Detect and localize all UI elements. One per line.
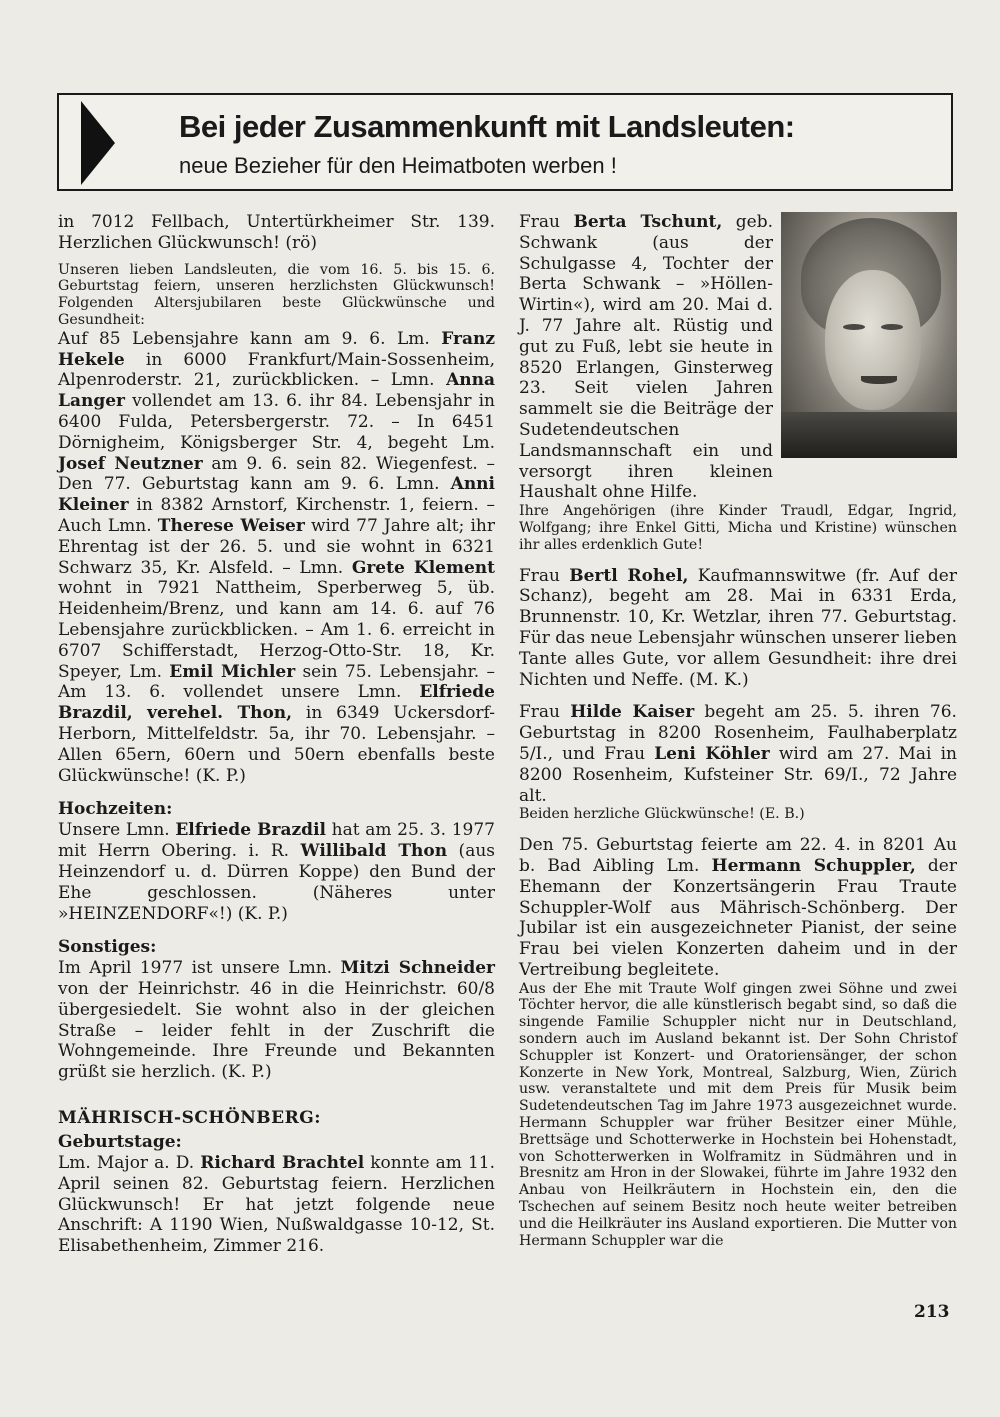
location-heading: MÄHRISCH-SCHÖNBERG: [58, 1108, 322, 1129]
text-run: hat am 25. 3. 1977 mit Herrn Obering. i. R. [58, 820, 495, 862]
bold-name: Emil Michler [169, 661, 296, 682]
sonstiges-heading: Sonstiges: [58, 937, 157, 958]
bold-name: Hilde Kaiser [570, 702, 695, 723]
left-column [58, 212, 495, 1257]
text-run: konnte am 11. April seinen 82. Geburtstag feiern. Herzlichen Glückwunsch! Er hat jetzt folgende neue Anschrift: A 1190 Wien, Nußwaldgasse 10-12, St. Elisabethenheim, Zimmer 216. [58, 1153, 495, 1257]
bold-name: Willibald Thon [300, 841, 448, 862]
text-run: Unsere Lmn. [58, 820, 176, 841]
bold-name: Josef Neutzner [58, 453, 203, 474]
text-run: wird am 27. Mai in 8200 Rosenheim, Kufsteiner Str. 69/I., 72 Jahre alt. [519, 743, 957, 806]
bold-name: Therese Weiser [157, 515, 305, 536]
text-run: sein 75. Lebensjahr. – Am 13. 6. vollendet unsere Lmn. [58, 661, 495, 703]
schuppler-paragraph [519, 835, 957, 981]
bold-name: Anna Langer [58, 370, 495, 412]
text-run: von der Heinrichstr. 46 in die Heinrichstr. 60/8 übergesiedelt. Sie wohnt also in der gleichen Straße – leider fehlt in der Zuschrift die Wohngemeinde. Ihre Freunde und Bekannten grüßt sie herzlich. (K. P.) [58, 979, 495, 1083]
bold-name: Elfriede Brazdil, verehel. Thon, [58, 682, 495, 724]
sonstiges-paragraph [58, 958, 495, 1083]
text-run: der Ehemann der Konzertsängerin Frau Traute Schuppler-Wolf aus Mährisch-Schönberg. Der Jubilar ist ein ausgezeichneter Pianist, der seine Frau bei vielen Konzerten daheim und in der Vertreibung begleitete. [519, 855, 957, 980]
text-run: Im April 1977 ist unsere Lmn. [58, 958, 341, 979]
portrait-face [825, 270, 921, 410]
text-run: (aus Heinzendorf u. d. Dürren Koppe) den Bund der Ehe geschlossen. (Näheres unter »HEINZENDORF«!) (K. P.) [58, 841, 495, 924]
text-run: Auf 85 Lebensjahre kann am 9. 6. Lm. [58, 328, 442, 349]
hochzeiten-paragraph [58, 820, 495, 924]
right-column [519, 212, 957, 1249]
text-run: in 6349 Uckersdorf-Herborn, Mittelfeldstr. 5a, ihr 70. Lebensjahr. – Allen 65ern, 60ern und 50ern ebenfalls beste Glückwünsche! (K. P.) [58, 703, 495, 786]
text-run: wohnt in 7921 Nattheim, Sperberweg 5, üb. Heidenheim/Brenz, und kann am 14. 6. auf 76 Lebensjahre zurückblicken. – Am 1. 6. erreicht in 6707 Schifferstadt, Herzog-Otto-Str. 18, Kr. Speyer, Lm. [58, 578, 495, 682]
banner-subline: neue Bezieher für den Heimatboten werben ! [179, 153, 617, 178]
intro-paragraph: in 7012 Fellbach, Untertürkheimer Str. 139. Herzlichen Glückwunsch! (rö) [58, 212, 495, 253]
bold-name: Elfriede Brazdil [175, 820, 326, 841]
text-run: Kaufmannswitwe (fr. Auf der Schanz), begeht am 28. Mai in 6331 Erda, Brunnenstr. 10, Kr. Wetzlar, ihren 77. Geburtstag. Für das neue Lebensjahr wünschen unserer lieben Tante alles Gute, vor allem Gesundheit: ihre drei Nichten und Neffe. (M. K.) [519, 565, 957, 690]
geburtstage-heading: Geburtstage: [58, 1132, 182, 1153]
rohel-paragraph [519, 566, 957, 691]
bold-name: Bertl Rohel, [569, 565, 689, 586]
subscription-banner [57, 93, 953, 191]
bold-name: Grete Klement [351, 557, 495, 578]
arrow-icon [81, 101, 115, 185]
kaiser-paragraph [519, 702, 957, 806]
bold-name: Berta Tschunt, [573, 212, 723, 232]
tschunt-note: Ihre Angehörigen (ihre Kinder Traudl, Edgar, Ingrid, Wolfgang; ihre Enkel Gitti, Micha und Kristine) wünschen ihr alles erdenklich Gute! [519, 503, 957, 553]
text-run: in 6000 Frankfurt/Main-Sossenheim, Alpenroderstr. 21, zurückblicken. – Lmn. [58, 349, 495, 391]
portrait-image [781, 212, 957, 458]
notice-paragraph: Unseren lieben Landsleuten, die vom 16. 5. bis 15. 6. Geburtstag feiern, unseren herzlichsten Glückwunsch! Folgenden Altersjubilaren beste Glückwünsche und Gesundheit: [58, 261, 495, 328]
text-run: geb. Schwank (aus der Schulgasse 4, Tochter der Berta Schwank – »Höllen-Wirtin«), wird am 20. Mai d. J. 77 Jahre alt. Rüstig und gut zu Fuß, lebt sie heute in 8520 Erlangen, Ginsterweg 23. Seit vielen Jahren sammelt sie die Beiträge der Sudetendeutschen Landsmannschaft ein und versorgt ihren kleinen Haushalt ohne Hilfe. [519, 212, 773, 503]
bold-name: Franz Hekele [58, 328, 495, 370]
bold-name: Anni Kleiner [58, 474, 495, 516]
hochzeiten-heading: Hochzeiten: [58, 799, 173, 820]
text-run: am 9. 6. sein 82. Wiegenfest. – Den 77. Geburtstag kann am 9. 6. Lmn. [58, 453, 495, 495]
text-run: Frau [519, 565, 570, 586]
bold-name: Hermann Schuppler, [711, 855, 916, 876]
text-run: Frau [519, 702, 571, 723]
portrait-collar [781, 412, 957, 458]
banner-headline: Bei jeder Zusammenkunft mit Landsleuten: [179, 109, 795, 144]
bold-name: Leni Köhler [654, 743, 770, 764]
kaiser-note: Beiden herzliche Glückwünsche! (E. B.) [519, 806, 805, 823]
birthdays-paragraph [58, 329, 495, 787]
portrait-eye [843, 324, 865, 330]
text-run: Frau [519, 212, 574, 232]
bold-name: Mitzi Schneider [340, 958, 495, 979]
portrait-mouth [861, 376, 897, 384]
bold-name: Richard Brachtel [200, 1153, 365, 1174]
text-run: begeht am 25. 5. ihren 76. Geburtstag in 8200 Rosenheim, Faulhaberplatz 5/I., und Frau [519, 702, 957, 764]
text-run: Lm. Major a. D. [58, 1153, 201, 1174]
text-run: wird 77 Jahre alt; ihr Ehrentag ist der 26. 5. und sie wohnt in 6321 Schwarz 35, Kr. Alsfeld. – Lmn. [58, 515, 495, 578]
text-run: vollendet am 13. 6. ihr 84. Lebensjahr in 6400 Fulda, Petersbergerstr. 72. – In 6451 Dörnigheim, Königsberger Str. 4, begeht Lm. [58, 391, 495, 453]
portrait-eye [881, 324, 903, 330]
portrait-photo [781, 212, 957, 458]
page-number: 213 [914, 1302, 950, 1322]
text-run: Den 75. Geburtstag feierte am 22. 4. in 8201 Au b. Bad Aibling Lm. [519, 835, 957, 876]
schuppler-note: Aus der Ehe mit Traute Wolf gingen zwei Söhne und zwei Töchter hervor, die alle künstlerisch begabt sind, so daß die singende Familie Schuppler nicht nur in Deutschland, sondern auch im Ausland bekannt ist. Der Sohn Christof Schuppler ist Konzert- und Oratoriensänger, der schon Konzerte in New York, Montreal, Salzburg, Wien, Zürich usw. veranstaltete und mit dem Preis für Musik beim Sudetendeutschen Tag im Jahre 1973 ausgezeichnet wurde. Hermann Schuppler war früher Besitzer einer Mühle, Brettsäge und Schotterwerke in Hochstein bei Hohenstadt, von Schotterwerken in Wolframitz in Südmähren und in Bresnitz am Hron in der Slowakei, führte im Jahre 1932 den Anbau von Heilkräutern in Hochstein ein, den die Tschechen auf seinem Besitz noch heute weiter betreiben und die Heilkräuter ins Ausland exportieren. Die Mutter von Hermann Schuppler war die [519, 980, 957, 1249]
geburtstage-paragraph [58, 1153, 495, 1257]
text-run: in 8382 Arnstorf, Kirchenstr. 1, feiern. – Auch Lmn. [58, 495, 495, 536]
